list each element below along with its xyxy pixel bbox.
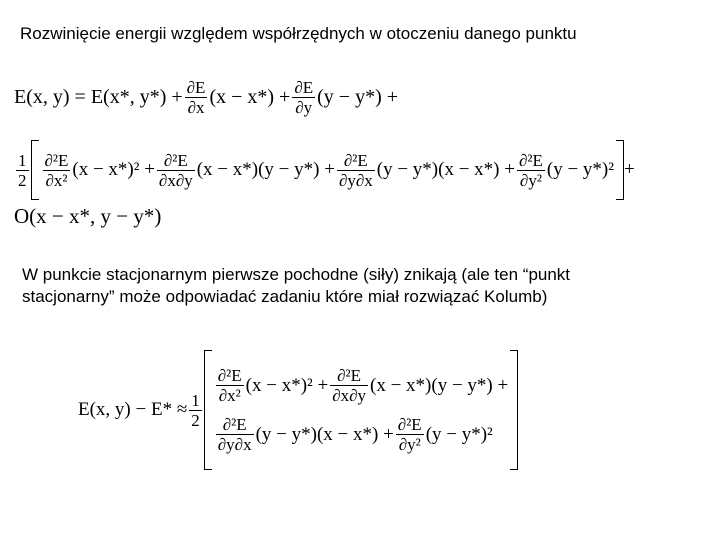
eq4-term4-derivative: $\frac{\text{∂²E}}{\text{∂y²}}$ (397, 415, 422, 454)
eq2-term4-derivative: $\frac{\text{∂²E}}{\text{∂y²}}$ (518, 150, 543, 190)
eq1-partial-x: $\frac{\partial E}{\partial x}$ (186, 78, 206, 117)
eq4-term4-factor: (y − y*)² (425, 423, 493, 445)
eq4-term2-derivative: $\frac{\text{∂²E}}{\partial x\partial y}$ (332, 366, 366, 405)
eq4-term3-derivative: $\frac{\text{∂²E}}{\partial y\partial x}$ (217, 415, 252, 454)
eq1-factor-x: (x − x*) + (209, 86, 291, 108)
eq4-term1-derivative: $\frac{\text{∂²E}}{\text{∂x²}}$ (217, 366, 242, 405)
eq2-term2-factor: (x − x*)(y − y*) + (196, 159, 335, 180)
eq2-term2-derivative: $\frac{\text{∂²E}}{\partial x\partial y}$ (158, 150, 193, 190)
eq1-lhs: E(x, y) = E(x*, y*) + (14, 86, 183, 108)
quadratic-approximation-equation (78, 350, 518, 470)
eq4-term1-factor: (x − x*)² + (245, 374, 329, 396)
eq2-term4-factor: (y − y*)² (546, 159, 614, 180)
eq4-lhs: E(x, y) − E* ≈ (78, 399, 188, 420)
eq2-term1-derivative: $\frac{\text{∂²E}}{\text{∂x²}}$ (44, 150, 69, 190)
eq1-factor-y: (y − y*) + (317, 86, 399, 108)
taylor-second-order-equation (14, 140, 635, 200)
eq4-term3-factor: (y − y*)(x − x*) + (255, 423, 394, 445)
eq2-tail: + (623, 159, 635, 180)
eq1-partial-y: $\frac{\partial E}{\partial y}$ (294, 78, 314, 117)
slide-heading: Rozwinięcie energii względem współrzędnych w otoczeniu danego punktu (20, 24, 577, 43)
note-line-2: stacjonarny” może odpowiadać zadaniu które miał rozwiązać Kolumb) (22, 287, 548, 306)
taylor-first-order-equation (14, 78, 398, 117)
stationary-point-note (22, 264, 712, 308)
higher-order-remainder: O(x − x*, y − y*) (14, 204, 162, 228)
eq2-half: $\frac{1}{2}$ (18, 150, 27, 190)
eq2-term1-factor: (x − x*)² + (72, 159, 155, 180)
eq2-term3-factor: (y − y*)(x − x*) + (376, 159, 515, 180)
eq4-term2-factor: (x − x*)(y − y*) + (370, 374, 509, 396)
note-line-1: W punkcie stacjonarnym pierwsze pochodne (siły) znikają (ale ten “punkt (22, 265, 571, 284)
eq2-term3-derivative: $\frac{\text{∂²E}}{\partial y\partial x}$ (338, 150, 373, 190)
eq4-half: $\frac{1}{2}$ (191, 390, 200, 430)
